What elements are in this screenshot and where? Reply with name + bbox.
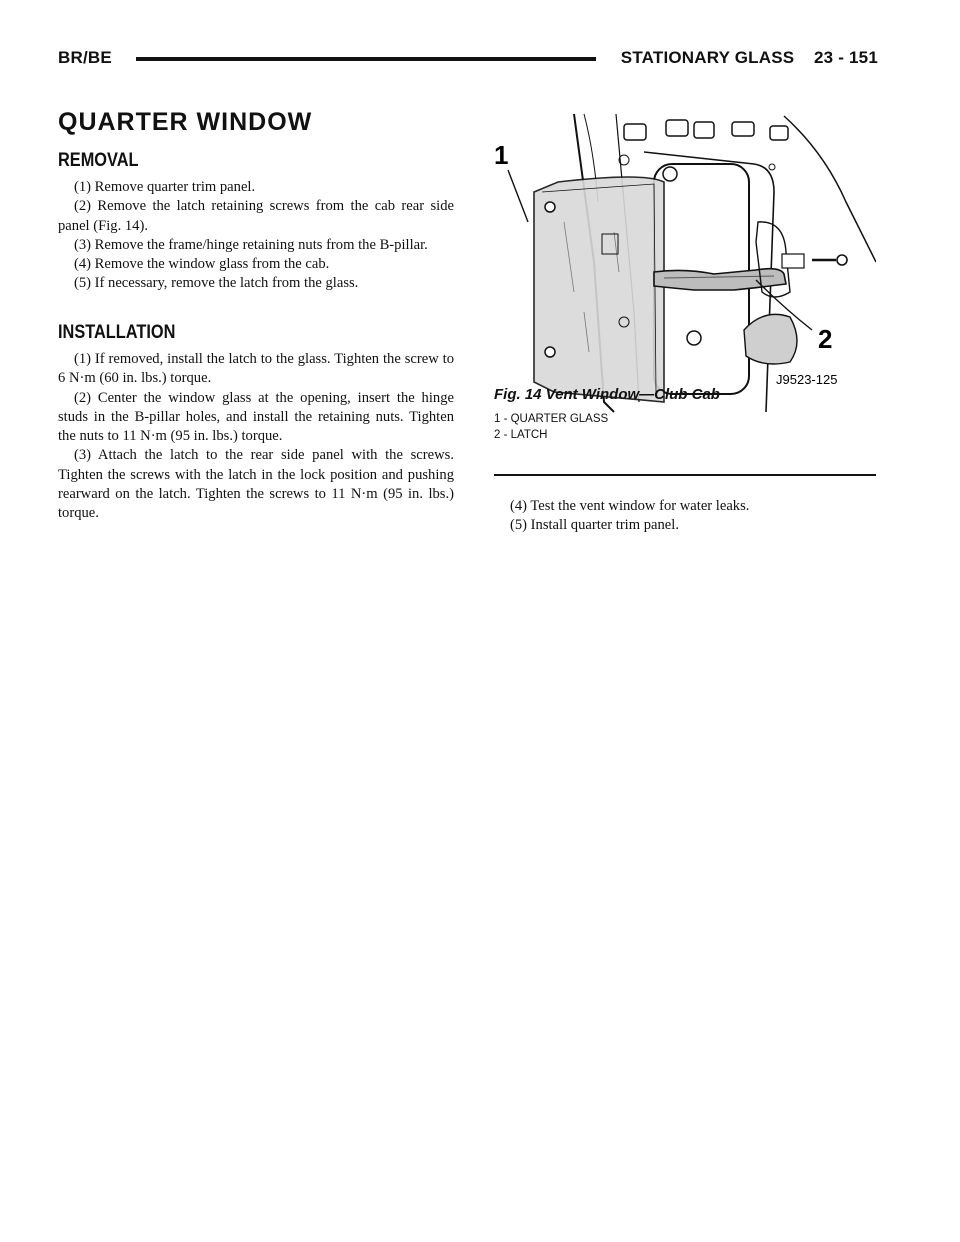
callout-1: 1 xyxy=(494,140,509,170)
legend-item: 2 - LATCH xyxy=(494,429,548,441)
installation-step: (3) Attach the latch to the rear side panel with the screws. Tighten the screws with the latch in the lock position and pushing rearward on the latch. Tighten the screws to 11 N·m (95 in. lbs.) torque. xyxy=(58,447,454,522)
installation-heading: INSTALLATION xyxy=(58,322,176,343)
figure-caption xyxy=(494,386,876,443)
header-section-page: STATIONARY GLASS 23 - 151 xyxy=(620,48,878,67)
page-header xyxy=(58,44,878,74)
header-rule xyxy=(136,57,596,61)
figure-rule xyxy=(494,474,876,476)
removal-step: (2) Remove the latch retaining screws from the cab rear side panel (Fig. 14). xyxy=(58,198,454,234)
removal-heading: REMOVAL xyxy=(58,150,139,171)
removal-steps xyxy=(58,178,454,294)
legend-item: 1 - QUARTER GLASS xyxy=(494,413,609,425)
installation-step: (1) If removed, install the latch to the glass. Tighten the screw to 6 N·m (60 in. lbs.) torque. xyxy=(58,351,454,387)
removal-step: (5) If necessary, remove the latch from the glass. xyxy=(74,275,359,292)
installation-steps-continued xyxy=(494,497,876,536)
removal-step: (1) Remove quarter trim panel. xyxy=(74,179,256,195)
figure-title: Fig. 14 Vent Window—Club Cab xyxy=(494,386,720,403)
header-model: BR/BE xyxy=(58,48,112,67)
installation-step: (2) Center the window glass at the opening, insert the hinge studs in the B-pillar holes, and install the retaining nuts. Tighten the nuts to 11 N·m (95 in. lbs.) torque. xyxy=(58,389,454,445)
removal-step: (4) Remove the window glass from the cab. xyxy=(74,256,330,273)
page-title: QUARTER WINDOW xyxy=(58,108,313,136)
installation-steps xyxy=(58,350,454,524)
callout-2: 2 xyxy=(818,324,833,354)
installation-step: (4) Test the vent window for water leaks. xyxy=(510,498,750,514)
installation-step: (5) Install quarter trim panel. xyxy=(510,517,679,534)
removal-step: (3) Remove the frame/hinge retaining nuts from the B-pillar. xyxy=(74,236,428,253)
figure-code: J9523-125 xyxy=(776,372,838,387)
